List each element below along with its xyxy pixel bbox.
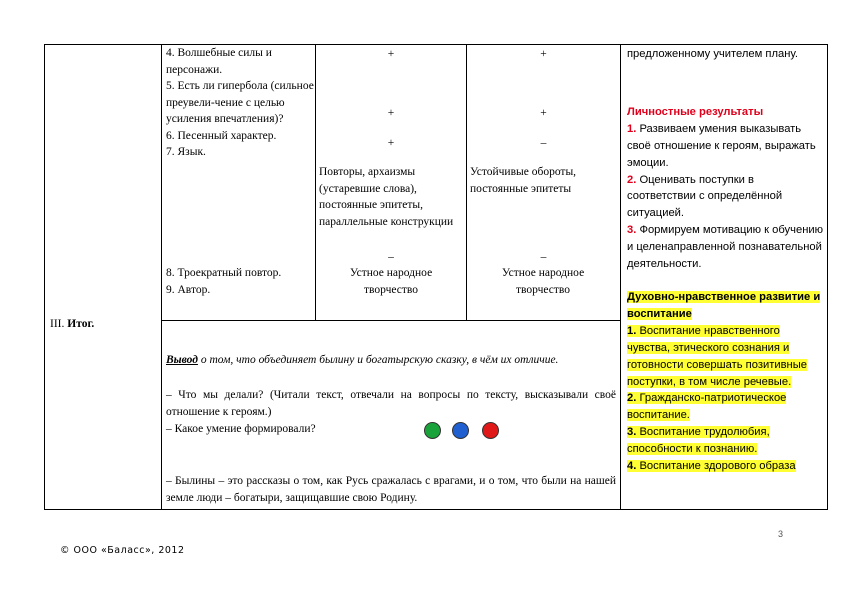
- conclusion-topic: о том, что объединяет былину и богатырскую сказку, в чём их отличие.: [197, 354, 559, 366]
- section-number: III.: [50, 318, 68, 330]
- blue-circle-icon: [452, 422, 469, 439]
- conclusion-question-2: – Какое умение формировали?: [166, 423, 316, 435]
- table-right-border: [827, 44, 828, 510]
- right-column: [627, 46, 823, 475]
- criterion-item: 4. Волшебные силы и персонажи.: [166, 47, 272, 76]
- byliny-mark-1: +: [387, 48, 395, 60]
- criteria-list: [166, 45, 314, 161]
- conclusion-final: – Былины – это рассказы о том, как Русь сражалась с врагами, и о том, что были на нашей земле люди – богатыри, защищавшие свою Родину.: [166, 475, 616, 504]
- skazka-mark-3: –: [540, 137, 547, 149]
- plan-intro: предложенному учителем плану.: [627, 48, 798, 60]
- conclusion-label: Вывод: [166, 354, 198, 366]
- personal-item: 1. Развиваем умения выказывать своё отношение к героям, выражать эмоции.: [627, 122, 816, 169]
- table-left-border: [44, 44, 45, 510]
- personal-item: 3. Формируем мотивацию к обучению и целенаправленной познавательной деятельности.: [627, 224, 824, 271]
- section-title: Итог.: [67, 318, 95, 330]
- criteria-list-bottom: [166, 265, 314, 298]
- red-circle-icon: [482, 422, 499, 439]
- criterion-item: 8. Троекратный повтор.: [166, 267, 282, 279]
- conclusion-heading: [166, 352, 616, 369]
- criterion-item: 5. Есть ли гипербола (сильное преувели-чение с целью усиления впечатления)?: [166, 80, 314, 125]
- byliny-mark-3: +: [387, 137, 395, 149]
- moral-item: 1. Воспитание нравственного чувства, этического сознания и готовности совершать позитивные поступки, в том числе речевые.: [627, 324, 807, 388]
- moral-item: 2. Гражданско-патриотическое воспитание.: [627, 392, 787, 422]
- byliny-author: Устное народное творчество: [349, 267, 433, 296]
- col-divider-1: [161, 44, 162, 510]
- byliny-mark-2: +: [387, 107, 395, 119]
- moral-item: 4. Воспитание здорового образа: [627, 460, 796, 473]
- skazka-mark-1: +: [540, 48, 547, 60]
- criterion-item: 6. Песенный характер.: [166, 129, 277, 142]
- section-label: [50, 316, 158, 333]
- skazka-language: Устойчивые обороты, постоянные эпитеты: [470, 166, 577, 195]
- skazka-author: Устное народное творчество: [501, 267, 585, 296]
- criterion-item: 9. Автор.: [166, 283, 211, 296]
- moral-item: 3. Воспитание трудолюбия, способности к познанию.: [627, 426, 770, 456]
- conclusion-question-1: – Что мы делали? (Читали текст, отвечали на вопросы по тексту, высказывали своё отношение к героям.): [166, 389, 616, 418]
- moral-title: Духовно-нравственное развитие и воспитание: [627, 290, 821, 320]
- byliny-dash: –: [388, 251, 394, 263]
- skazka-mark-2: +: [540, 107, 547, 119]
- footer-copyright: © ООО «Баласс», 2012: [60, 545, 185, 556]
- personal-item: 2. Оценивать поступки в соответствии с определённой ситуацией.: [627, 173, 783, 220]
- skazka-dash: –: [540, 251, 547, 263]
- green-circle-icon: [424, 422, 441, 439]
- byliny-language: Повторы, архаизмы (устаревшие слова), постоянные эпитеты, параллельные конструкции: [319, 166, 454, 228]
- col-divider-2: [315, 44, 316, 320]
- criterion-item: 7. Язык.: [166, 146, 206, 158]
- row-divider: [161, 320, 620, 321]
- page-number: 3: [778, 529, 784, 539]
- col-divider-4: [620, 44, 621, 510]
- col-divider-3: [466, 44, 467, 320]
- personal-results-title: Личностные результаты: [627, 105, 764, 118]
